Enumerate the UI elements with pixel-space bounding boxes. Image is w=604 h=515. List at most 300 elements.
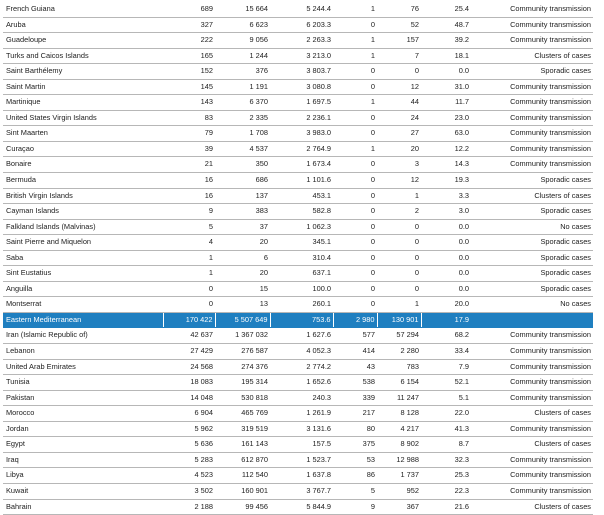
deaths-per-million: 0.0 bbox=[421, 235, 471, 251]
new-deaths: 5 bbox=[333, 483, 377, 499]
country-name: Iran (Islamic Republic of) bbox=[3, 328, 163, 344]
transmission-classification: Community transmission bbox=[471, 452, 593, 468]
cumulative-cases: 350 bbox=[215, 157, 270, 173]
transmission-classification: Community transmission bbox=[471, 33, 593, 49]
deaths-per-million: 12.2 bbox=[421, 141, 471, 157]
new-cases: 4 bbox=[163, 235, 215, 251]
cumulative-deaths: 0 bbox=[377, 235, 421, 251]
cases-per-million: 1 627.6 bbox=[270, 328, 333, 344]
cumulative-cases: 112 540 bbox=[215, 468, 270, 484]
new-cases: 1 bbox=[163, 250, 215, 266]
deaths-per-million: 41.3 bbox=[421, 421, 471, 437]
country-name: Egypt bbox=[3, 437, 163, 453]
cumulative-cases: 530 818 bbox=[215, 390, 270, 406]
transmission-classification: Community transmission bbox=[471, 95, 593, 111]
country-name: Iraq bbox=[3, 452, 163, 468]
table-row bbox=[3, 110, 593, 126]
cumulative-cases: 319 519 bbox=[215, 421, 270, 437]
new-cases: 9 bbox=[163, 204, 215, 220]
deaths-per-million: 8.7 bbox=[421, 437, 471, 453]
cumulative-deaths: 12 bbox=[377, 79, 421, 95]
table-row bbox=[3, 64, 593, 80]
region-summary-row bbox=[3, 312, 593, 328]
country-name: Bahrain bbox=[3, 499, 163, 515]
cases-per-million: 260.1 bbox=[270, 297, 333, 313]
cases-per-million: 3 080.8 bbox=[270, 79, 333, 95]
cases-per-million: 2 236.1 bbox=[270, 110, 333, 126]
cumulative-cases: 4 537 bbox=[215, 141, 270, 157]
new-cases: 0 bbox=[163, 297, 215, 313]
cumulative-deaths: 11 247 bbox=[377, 390, 421, 406]
cumulative-cases: 612 870 bbox=[215, 452, 270, 468]
cumulative-deaths: 0 bbox=[377, 64, 421, 80]
new-cases: 18 083 bbox=[163, 375, 215, 391]
deaths-per-million: 3.0 bbox=[421, 204, 471, 220]
new-deaths: 1 bbox=[333, 95, 377, 111]
country-name: Pakistan bbox=[3, 390, 163, 406]
cases-per-million: 310.4 bbox=[270, 250, 333, 266]
cumulative-deaths: 7 bbox=[377, 48, 421, 64]
country-name: Bermuda bbox=[3, 173, 163, 189]
cumulative-cases: 5 507 649 bbox=[215, 312, 270, 328]
new-deaths: 0 bbox=[333, 173, 377, 189]
new-deaths: 577 bbox=[333, 328, 377, 344]
table-row bbox=[3, 421, 593, 437]
country-name: Falkland Islands (Malvinas) bbox=[3, 219, 163, 235]
new-deaths: 2 980 bbox=[333, 312, 377, 328]
table-row bbox=[3, 126, 593, 142]
new-cases: 27 429 bbox=[163, 344, 215, 360]
table-row bbox=[3, 235, 593, 251]
table-row bbox=[3, 219, 593, 235]
new-deaths: 0 bbox=[333, 250, 377, 266]
cumulative-deaths: 0 bbox=[377, 281, 421, 297]
country-name: United Arab Emirates bbox=[3, 359, 163, 375]
new-deaths: 375 bbox=[333, 437, 377, 453]
table-row bbox=[3, 2, 593, 17]
new-cases: 2 188 bbox=[163, 499, 215, 515]
new-deaths: 1 bbox=[333, 141, 377, 157]
country-name: Tunisia bbox=[3, 375, 163, 391]
transmission-classification: Community transmission bbox=[471, 359, 593, 375]
transmission-classification: Clusters of cases bbox=[471, 48, 593, 64]
transmission-classification: Community transmission bbox=[471, 126, 593, 142]
deaths-per-million: 19.3 bbox=[421, 173, 471, 189]
deaths-per-million: 0.0 bbox=[421, 281, 471, 297]
cases-per-million: 4 052.3 bbox=[270, 344, 333, 360]
cumulative-deaths: 952 bbox=[377, 483, 421, 499]
cumulative-deaths: 3 bbox=[377, 157, 421, 173]
transmission-classification: Clusters of cases bbox=[471, 499, 593, 515]
cumulative-cases: 137 bbox=[215, 188, 270, 204]
new-cases: 1 bbox=[163, 266, 215, 282]
deaths-per-million: 39.2 bbox=[421, 33, 471, 49]
country-name: Eastern Mediterranean bbox=[3, 312, 163, 328]
new-cases: 165 bbox=[163, 48, 215, 64]
cumulative-cases: 686 bbox=[215, 173, 270, 189]
country-name: Kuwait bbox=[3, 483, 163, 499]
transmission-classification: Community transmission bbox=[471, 483, 593, 499]
deaths-per-million: 22.3 bbox=[421, 483, 471, 499]
new-cases: 327 bbox=[163, 17, 215, 33]
table-row bbox=[3, 452, 593, 468]
table-row bbox=[3, 328, 593, 344]
cumulative-cases: 15 664 bbox=[215, 2, 270, 17]
table-row bbox=[3, 157, 593, 173]
country-name: Martinique bbox=[3, 95, 163, 111]
country-name: Jordan bbox=[3, 421, 163, 437]
table-row bbox=[3, 359, 593, 375]
cumulative-deaths: 8 128 bbox=[377, 406, 421, 422]
country-statistics-table bbox=[3, 2, 593, 515]
country-name: Saint Pierre and Miquelon bbox=[3, 235, 163, 251]
transmission-classification: Community transmission bbox=[471, 328, 593, 344]
transmission-classification: Sporadic cases bbox=[471, 64, 593, 80]
deaths-per-million: 18.1 bbox=[421, 48, 471, 64]
deaths-per-million: 3.3 bbox=[421, 188, 471, 204]
cumulative-deaths: 2 bbox=[377, 204, 421, 220]
new-deaths: 86 bbox=[333, 468, 377, 484]
transmission-classification: Community transmission bbox=[471, 157, 593, 173]
cumulative-cases: 1 708 bbox=[215, 126, 270, 142]
cases-per-million: 1 261.9 bbox=[270, 406, 333, 422]
new-deaths: 0 bbox=[333, 110, 377, 126]
cases-per-million: 5 244.4 bbox=[270, 2, 333, 17]
new-deaths: 1 bbox=[333, 2, 377, 17]
country-name: Saint Martin bbox=[3, 79, 163, 95]
new-deaths: 43 bbox=[333, 359, 377, 375]
cumulative-cases: 376 bbox=[215, 64, 270, 80]
cumulative-deaths: 52 bbox=[377, 17, 421, 33]
new-deaths: 0 bbox=[333, 157, 377, 173]
deaths-per-million: 0.0 bbox=[421, 64, 471, 80]
cumulative-deaths: 8 902 bbox=[377, 437, 421, 453]
new-deaths: 217 bbox=[333, 406, 377, 422]
new-deaths: 0 bbox=[333, 188, 377, 204]
new-cases: 0 bbox=[163, 281, 215, 297]
new-cases: 79 bbox=[163, 126, 215, 142]
table-row bbox=[3, 406, 593, 422]
cumulative-cases: 20 bbox=[215, 266, 270, 282]
table-row bbox=[3, 266, 593, 282]
table-row bbox=[3, 33, 593, 49]
country-name: Anguilla bbox=[3, 281, 163, 297]
new-deaths: 0 bbox=[333, 126, 377, 142]
transmission-classification: Community transmission bbox=[471, 2, 593, 17]
table-row bbox=[3, 437, 593, 453]
cases-per-million: 3 131.6 bbox=[270, 421, 333, 437]
deaths-per-million: 48.7 bbox=[421, 17, 471, 33]
country-name: Sint Maarten bbox=[3, 126, 163, 142]
cumulative-deaths: 783 bbox=[377, 359, 421, 375]
country-name: Saint Barthélemy bbox=[3, 64, 163, 80]
new-cases: 24 568 bbox=[163, 359, 215, 375]
new-deaths: 339 bbox=[333, 390, 377, 406]
transmission-classification: Community transmission bbox=[471, 344, 593, 360]
cumulative-deaths: 0 bbox=[377, 266, 421, 282]
cumulative-deaths: 1 bbox=[377, 297, 421, 313]
cumulative-deaths: 76 bbox=[377, 2, 421, 17]
transmission-classification: Clusters of cases bbox=[471, 406, 593, 422]
transmission-classification: Sporadic cases bbox=[471, 281, 593, 297]
cumulative-cases: 161 143 bbox=[215, 437, 270, 453]
transmission-classification: Sporadic cases bbox=[471, 266, 593, 282]
transmission-classification: Sporadic cases bbox=[471, 204, 593, 220]
table-row bbox=[3, 141, 593, 157]
table-row bbox=[3, 48, 593, 64]
cumulative-cases: 6 370 bbox=[215, 95, 270, 111]
cumulative-cases: 13 bbox=[215, 297, 270, 313]
country-name: Bonaire bbox=[3, 157, 163, 173]
new-cases: 83 bbox=[163, 110, 215, 126]
country-name: Aruba bbox=[3, 17, 163, 33]
cumulative-deaths: 1 737 bbox=[377, 468, 421, 484]
cases-per-million: 3 803.7 bbox=[270, 64, 333, 80]
table-row bbox=[3, 344, 593, 360]
cumulative-deaths: 0 bbox=[377, 250, 421, 266]
cases-per-million: 1 062.3 bbox=[270, 219, 333, 235]
new-deaths: 0 bbox=[333, 79, 377, 95]
new-deaths: 0 bbox=[333, 204, 377, 220]
transmission-classification: Community transmission bbox=[471, 468, 593, 484]
cumulative-cases: 465 769 bbox=[215, 406, 270, 422]
deaths-per-million: 23.0 bbox=[421, 110, 471, 126]
cumulative-deaths: 6 154 bbox=[377, 375, 421, 391]
cumulative-cases: 15 bbox=[215, 281, 270, 297]
table-row bbox=[3, 17, 593, 33]
cumulative-cases: 1 191 bbox=[215, 79, 270, 95]
new-cases: 14 048 bbox=[163, 390, 215, 406]
deaths-per-million: 22.0 bbox=[421, 406, 471, 422]
deaths-per-million: 14.3 bbox=[421, 157, 471, 173]
country-name: British Virgin Islands bbox=[3, 188, 163, 204]
cases-per-million: 637.1 bbox=[270, 266, 333, 282]
cumulative-cases: 9 056 bbox=[215, 33, 270, 49]
transmission-classification: Clusters of cases bbox=[471, 437, 593, 453]
table-row bbox=[3, 173, 593, 189]
new-cases: 5 636 bbox=[163, 437, 215, 453]
deaths-per-million: 63.0 bbox=[421, 126, 471, 142]
new-deaths: 53 bbox=[333, 452, 377, 468]
country-name: Saba bbox=[3, 250, 163, 266]
data-table-container bbox=[0, 2, 604, 515]
transmission-classification: Community transmission bbox=[471, 390, 593, 406]
cumulative-cases: 383 bbox=[215, 204, 270, 220]
deaths-per-million: 11.7 bbox=[421, 95, 471, 111]
cases-per-million: 5 844.9 bbox=[270, 499, 333, 515]
cumulative-cases: 99 456 bbox=[215, 499, 270, 515]
deaths-per-million: 0.0 bbox=[421, 250, 471, 266]
transmission-classification: Sporadic cases bbox=[471, 235, 593, 251]
table-row bbox=[3, 95, 593, 111]
deaths-per-million: 0.0 bbox=[421, 219, 471, 235]
new-cases: 4 523 bbox=[163, 468, 215, 484]
cases-per-million: 1 637.8 bbox=[270, 468, 333, 484]
new-cases: 152 bbox=[163, 64, 215, 80]
new-deaths: 0 bbox=[333, 266, 377, 282]
country-name: Curaçao bbox=[3, 141, 163, 157]
deaths-per-million: 52.1 bbox=[421, 375, 471, 391]
cases-per-million: 1 673.4 bbox=[270, 157, 333, 173]
table-row bbox=[3, 390, 593, 406]
cumulative-deaths: 20 bbox=[377, 141, 421, 157]
cumulative-cases: 276 587 bbox=[215, 344, 270, 360]
cases-per-million: 1 523.7 bbox=[270, 452, 333, 468]
table-row bbox=[3, 204, 593, 220]
cumulative-cases: 195 314 bbox=[215, 375, 270, 391]
table-row bbox=[3, 297, 593, 313]
cumulative-deaths: 4 217 bbox=[377, 421, 421, 437]
table-body bbox=[3, 2, 593, 515]
transmission-classification: Community transmission bbox=[471, 17, 593, 33]
cases-per-million: 453.1 bbox=[270, 188, 333, 204]
transmission-classification bbox=[471, 312, 593, 328]
new-deaths: 1 bbox=[333, 48, 377, 64]
cumulative-cases: 37 bbox=[215, 219, 270, 235]
cumulative-cases: 20 bbox=[215, 235, 270, 251]
new-cases: 16 bbox=[163, 173, 215, 189]
new-cases: 39 bbox=[163, 141, 215, 157]
cases-per-million: 582.8 bbox=[270, 204, 333, 220]
cumulative-cases: 6 623 bbox=[215, 17, 270, 33]
cases-per-million: 2 774.2 bbox=[270, 359, 333, 375]
cumulative-cases: 274 376 bbox=[215, 359, 270, 375]
country-name: Cayman Islands bbox=[3, 204, 163, 220]
cumulative-deaths: 12 988 bbox=[377, 452, 421, 468]
transmission-classification: Community transmission bbox=[471, 141, 593, 157]
cumulative-deaths: 27 bbox=[377, 126, 421, 142]
cases-per-million: 3 213.0 bbox=[270, 48, 333, 64]
cumulative-cases: 1 244 bbox=[215, 48, 270, 64]
new-cases: 689 bbox=[163, 2, 215, 17]
transmission-classification: Community transmission bbox=[471, 79, 593, 95]
cumulative-cases: 160 901 bbox=[215, 483, 270, 499]
new-cases: 5 283 bbox=[163, 452, 215, 468]
transmission-classification: Sporadic cases bbox=[471, 173, 593, 189]
cases-per-million: 753.6 bbox=[270, 312, 333, 328]
new-deaths: 0 bbox=[333, 219, 377, 235]
new-cases: 16 bbox=[163, 188, 215, 204]
deaths-per-million: 17.9 bbox=[421, 312, 471, 328]
cumulative-deaths: 57 294 bbox=[377, 328, 421, 344]
deaths-per-million: 25.3 bbox=[421, 468, 471, 484]
cumulative-deaths: 24 bbox=[377, 110, 421, 126]
cases-per-million: 345.1 bbox=[270, 235, 333, 251]
cumulative-deaths: 367 bbox=[377, 499, 421, 515]
new-deaths: 1 bbox=[333, 33, 377, 49]
cumulative-cases: 1 367 032 bbox=[215, 328, 270, 344]
cumulative-deaths: 0 bbox=[377, 219, 421, 235]
transmission-classification: Community transmission bbox=[471, 421, 593, 437]
cumulative-deaths: 44 bbox=[377, 95, 421, 111]
country-name: Montserrat bbox=[3, 297, 163, 313]
country-name: Sint Eustatius bbox=[3, 266, 163, 282]
new-cases: 145 bbox=[163, 79, 215, 95]
new-deaths: 0 bbox=[333, 64, 377, 80]
new-cases: 3 502 bbox=[163, 483, 215, 499]
deaths-per-million: 7.9 bbox=[421, 359, 471, 375]
cumulative-cases: 2 335 bbox=[215, 110, 270, 126]
country-name: Lebanon bbox=[3, 344, 163, 360]
cumulative-deaths: 130 901 bbox=[377, 312, 421, 328]
country-name: Libya bbox=[3, 468, 163, 484]
deaths-per-million: 5.1 bbox=[421, 390, 471, 406]
cases-per-million: 3 983.0 bbox=[270, 126, 333, 142]
deaths-per-million: 68.2 bbox=[421, 328, 471, 344]
country-name: Guadeloupe bbox=[3, 33, 163, 49]
deaths-per-million: 31.0 bbox=[421, 79, 471, 95]
new-deaths: 0 bbox=[333, 235, 377, 251]
new-deaths: 0 bbox=[333, 281, 377, 297]
transmission-classification: Community transmission bbox=[471, 375, 593, 391]
deaths-per-million: 21.6 bbox=[421, 499, 471, 515]
new-cases: 6 904 bbox=[163, 406, 215, 422]
cases-per-million: 1 697.5 bbox=[270, 95, 333, 111]
deaths-per-million: 0.0 bbox=[421, 266, 471, 282]
table-row bbox=[3, 281, 593, 297]
table-row bbox=[3, 375, 593, 391]
cases-per-million: 240.3 bbox=[270, 390, 333, 406]
new-cases: 42 637 bbox=[163, 328, 215, 344]
new-deaths: 0 bbox=[333, 17, 377, 33]
new-cases: 5 bbox=[163, 219, 215, 235]
new-cases: 21 bbox=[163, 157, 215, 173]
cases-per-million: 1 101.6 bbox=[270, 173, 333, 189]
transmission-classification: Community transmission bbox=[471, 110, 593, 126]
cases-per-million: 6 203.3 bbox=[270, 17, 333, 33]
deaths-per-million: 20.0 bbox=[421, 297, 471, 313]
new-cases: 5 962 bbox=[163, 421, 215, 437]
new-cases: 143 bbox=[163, 95, 215, 111]
table-row bbox=[3, 250, 593, 266]
country-name: Morocco bbox=[3, 406, 163, 422]
cumulative-deaths: 157 bbox=[377, 33, 421, 49]
new-deaths: 0 bbox=[333, 297, 377, 313]
table-row bbox=[3, 79, 593, 95]
new-deaths: 80 bbox=[333, 421, 377, 437]
table-row bbox=[3, 188, 593, 204]
cases-per-million: 157.5 bbox=[270, 437, 333, 453]
transmission-classification: Clusters of cases bbox=[471, 188, 593, 204]
deaths-per-million: 33.4 bbox=[421, 344, 471, 360]
cumulative-deaths: 1 bbox=[377, 188, 421, 204]
table-row bbox=[3, 499, 593, 515]
new-deaths: 9 bbox=[333, 499, 377, 515]
cumulative-cases: 6 bbox=[215, 250, 270, 266]
country-name: United States Virgin Islands bbox=[3, 110, 163, 126]
deaths-per-million: 25.4 bbox=[421, 2, 471, 17]
new-cases: 170 422 bbox=[163, 312, 215, 328]
new-deaths: 538 bbox=[333, 375, 377, 391]
transmission-classification: No cases bbox=[471, 219, 593, 235]
cases-per-million: 100.0 bbox=[270, 281, 333, 297]
transmission-classification: No cases bbox=[471, 297, 593, 313]
cases-per-million: 1 652.6 bbox=[270, 375, 333, 391]
cumulative-deaths: 2 280 bbox=[377, 344, 421, 360]
table-row bbox=[3, 483, 593, 499]
country-name: Turks and Caicos Islands bbox=[3, 48, 163, 64]
cases-per-million: 3 767.7 bbox=[270, 483, 333, 499]
country-name: French Guiana bbox=[3, 2, 163, 17]
cumulative-deaths: 12 bbox=[377, 173, 421, 189]
new-cases: 222 bbox=[163, 33, 215, 49]
transmission-classification: Sporadic cases bbox=[471, 250, 593, 266]
new-deaths: 414 bbox=[333, 344, 377, 360]
deaths-per-million: 32.3 bbox=[421, 452, 471, 468]
cases-per-million: 2 764.9 bbox=[270, 141, 333, 157]
table-row bbox=[3, 468, 593, 484]
cases-per-million: 2 263.3 bbox=[270, 33, 333, 49]
